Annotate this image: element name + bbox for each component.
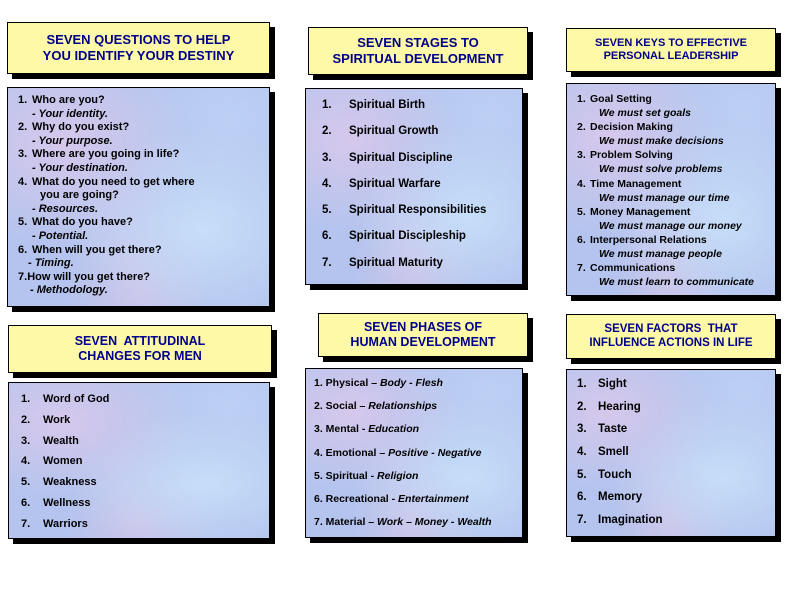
list-item: 1. Word of God: [21, 393, 110, 405]
list-item: 2. Decision Making: [577, 121, 673, 134]
list-item: 3. Mental - Education: [314, 423, 420, 436]
list-item: 5. Spiritual Responsibilities: [322, 204, 487, 217]
list-item-sub: We must solve problems: [599, 163, 723, 176]
list-item: 3. Problem Solving: [577, 149, 673, 162]
list-item: 5. Money Management: [577, 205, 691, 218]
list-item: 1. Physical – Body - Flesh: [314, 377, 443, 389]
list-item-sub: - Your destination.: [32, 161, 128, 174]
list-item: 4. Time Management: [577, 177, 682, 190]
list-item: 3. Taste: [577, 423, 628, 436]
list-item: 6. Wellness: [21, 496, 91, 509]
list-item: 4. What do you need to get where: [18, 175, 195, 188]
list-item: 4. Smell: [577, 446, 629, 459]
stages-title-line2: SPIRITUAL DEVELOPMENT: [332, 51, 504, 66]
list-item-sub: - Your purpose.: [32, 134, 113, 147]
list-item: 3. Spiritual Discipline: [322, 151, 453, 164]
list-item: 6. Interpersonal Relations: [577, 233, 707, 246]
list-item-sub: We must manage our money: [599, 219, 742, 232]
list-item: 3. Where are you going in life?: [18, 148, 180, 161]
list-item: 7. Imagination: [577, 514, 663, 527]
list-item: 7. Spiritual Maturity: [322, 256, 443, 269]
list-item: 7. Material – Work – Money - Wealth: [314, 516, 492, 529]
factors-list: [566, 369, 776, 537]
list-item-sub: We must set goals: [599, 107, 691, 120]
factors-title: [566, 314, 776, 359]
list-item: 6. Recreational - Entertainment: [314, 492, 469, 505]
list-item: 1. Spiritual Birth: [322, 99, 426, 111]
attitudinal-title-line2: CHANGES FOR MEN: [78, 349, 202, 363]
list-item-sub: - Your identity.: [32, 107, 108, 120]
questions-list: [7, 87, 270, 307]
phases-title-line2: HUMAN DEVELOPMENT: [350, 335, 496, 349]
questions-title: [7, 22, 270, 74]
list-item: 1. Sight: [577, 378, 627, 390]
list-item: 7. Warriors: [21, 517, 88, 530]
list-item-sub: - Resources.: [32, 202, 99, 215]
keys-title: [566, 28, 776, 72]
list-item: 5. Touch: [577, 468, 632, 481]
keys-title-line2: PERSONAL LEADERSHIP: [603, 50, 739, 62]
list-item-sub: We must learn to communicate: [599, 276, 755, 289]
phases-title-line1: SEVEN PHASES OF: [363, 320, 483, 334]
stages-list: [305, 88, 523, 285]
list-item: 1. Goal Setting: [577, 93, 652, 105]
list-item-sub: - Potential.: [32, 229, 89, 242]
attitudinal-title-line1: SEVEN ATTITUDINAL: [74, 334, 206, 348]
list-item: 1. Who are you?: [18, 94, 105, 106]
phases-list: [305, 368, 523, 538]
list-item: 6. Spiritual Discipleship: [322, 230, 466, 243]
list-item-sub: - Methodology.: [30, 284, 108, 297]
list-item: 6. Memory: [577, 491, 643, 504]
list-item-sub: We must manage people: [599, 248, 722, 261]
factors-title-line1: SEVEN FACTORS THAT: [604, 322, 738, 335]
list-item: 2. Social – Relationships: [314, 400, 438, 413]
list-item: 3. Wealth: [21, 434, 79, 447]
list-item: 2. Why do you exist?: [18, 121, 130, 134]
list-item: 2. Spiritual Growth: [322, 125, 439, 138]
list-item: 5. Weakness: [21, 476, 97, 489]
list-item: 5. Spiritual - Religion: [314, 469, 419, 482]
keys-title-line1: SEVEN KEYS TO EFFECTIVE: [595, 36, 747, 49]
list-item: 5. What do you have?: [18, 216, 133, 229]
list-item: 2. Work: [21, 413, 71, 426]
questions-title-line1: SEVEN QUESTIONS TO HELP: [46, 32, 231, 48]
list-item: 4. Emotional – Positive - Negative: [314, 446, 482, 459]
questions-title-line2: YOU IDENTIFY YOUR DESTINY: [42, 48, 235, 63]
list-item-sub: We must manage our time: [599, 191, 730, 204]
list-item-cont: you are going?: [40, 189, 119, 202]
keys-list: [566, 83, 776, 296]
list-item: 4. Spiritual Warfare: [322, 177, 441, 190]
phases-title: [318, 313, 528, 357]
list-item-sub: - Timing.: [28, 257, 74, 270]
list-item: 4. Women: [21, 455, 83, 468]
stages-title: [308, 27, 528, 75]
attitudinal-list: [8, 382, 270, 539]
factors-title-line2: INFLUENCE ACTIONS IN LIFE: [589, 336, 753, 349]
list-item: 7.How will you get there?: [18, 270, 151, 283]
list-item-sub: We must make decisions: [599, 135, 724, 148]
list-item: 2. Hearing: [577, 400, 641, 413]
list-item: 7. Communications: [577, 262, 676, 275]
stages-title-line1: SEVEN STAGES TO: [357, 35, 479, 51]
attitudinal-title: [8, 325, 272, 373]
list-item: 6. When will you get there?: [18, 243, 162, 256]
